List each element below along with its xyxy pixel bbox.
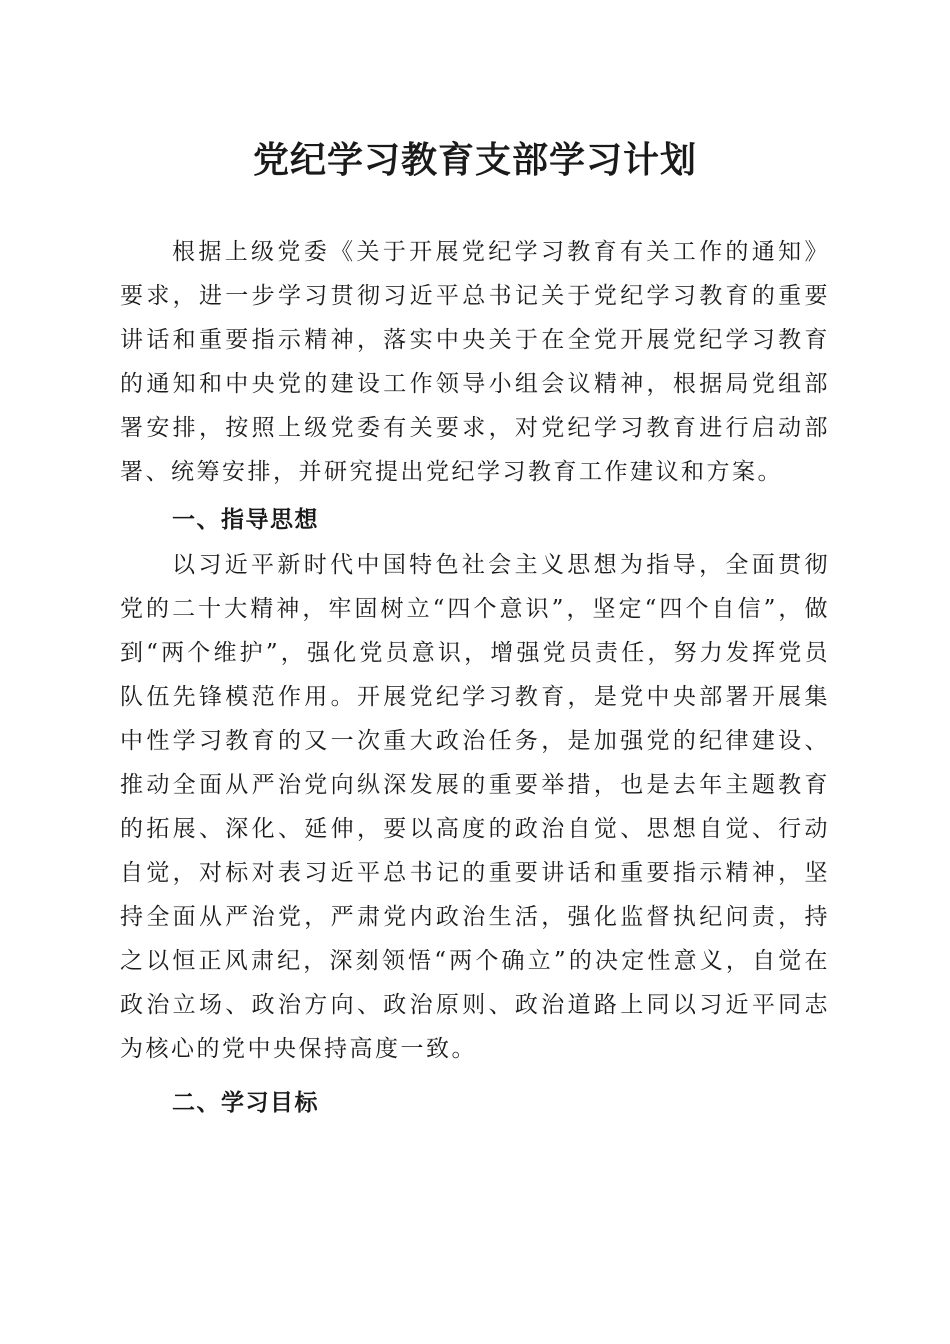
intro-block (120, 230, 830, 494)
section-body-guiding-thought: 以习近平新时代中国特色社会主义思想为指导，全面贯彻党的二十大精神，牢固树立“四个意识”，坚定“四个自信”，做到“两个维护”，强化党员意识，增强党员责任，努力发挥党员队伍先锋模范作用。开展党纪学习教育，是党中央部署开展集中性学习教育的又一次重大政治任务，是加强党的纪律建设、推动全面从严治党向纵深发展的重要举措，也是去年主题教育的拓展、深化、延伸，要以高度的政治自觉、思想自觉、行动自觉，对标对表习近平总书记的重要讲话和重要指示精神，坚持全面从严治党，严肃党内政治生活，强化监督执纪问责，持之以恒正风肃纪，深刻领悟“两个确立”的决定性意义，自觉在政治立场、政治方向、政治原则、政治道路上同以习近平同志为核心的党中央保持高度一致。 (120, 552, 830, 1062)
document-title: 党纪学习教育支部学习计划 (252, 139, 697, 181)
section-body-guiding-thought-block (120, 543, 830, 1071)
intro-paragraph: 根据上级党委《关于开展党纪学习教育有关工作的通知》要求，进一步学习贯彻习近平总书记关于党纪学习教育的重要讲话和重要指示精神，落实中央关于在全党开展党纪学习教育的通知和中央党的建设工作领导小组会议精神，根据局党组部署安排，按照上级党委有关要求，对党纪学习教育进行启动部署、统筹安排，并研究提出党纪学习教育工作建议和方案。 (120, 239, 830, 485)
section-heading-guiding-thought: 一、指导思想 (172, 506, 319, 533)
section-heading-learning-goals: 二、学习目标 (172, 1089, 319, 1116)
